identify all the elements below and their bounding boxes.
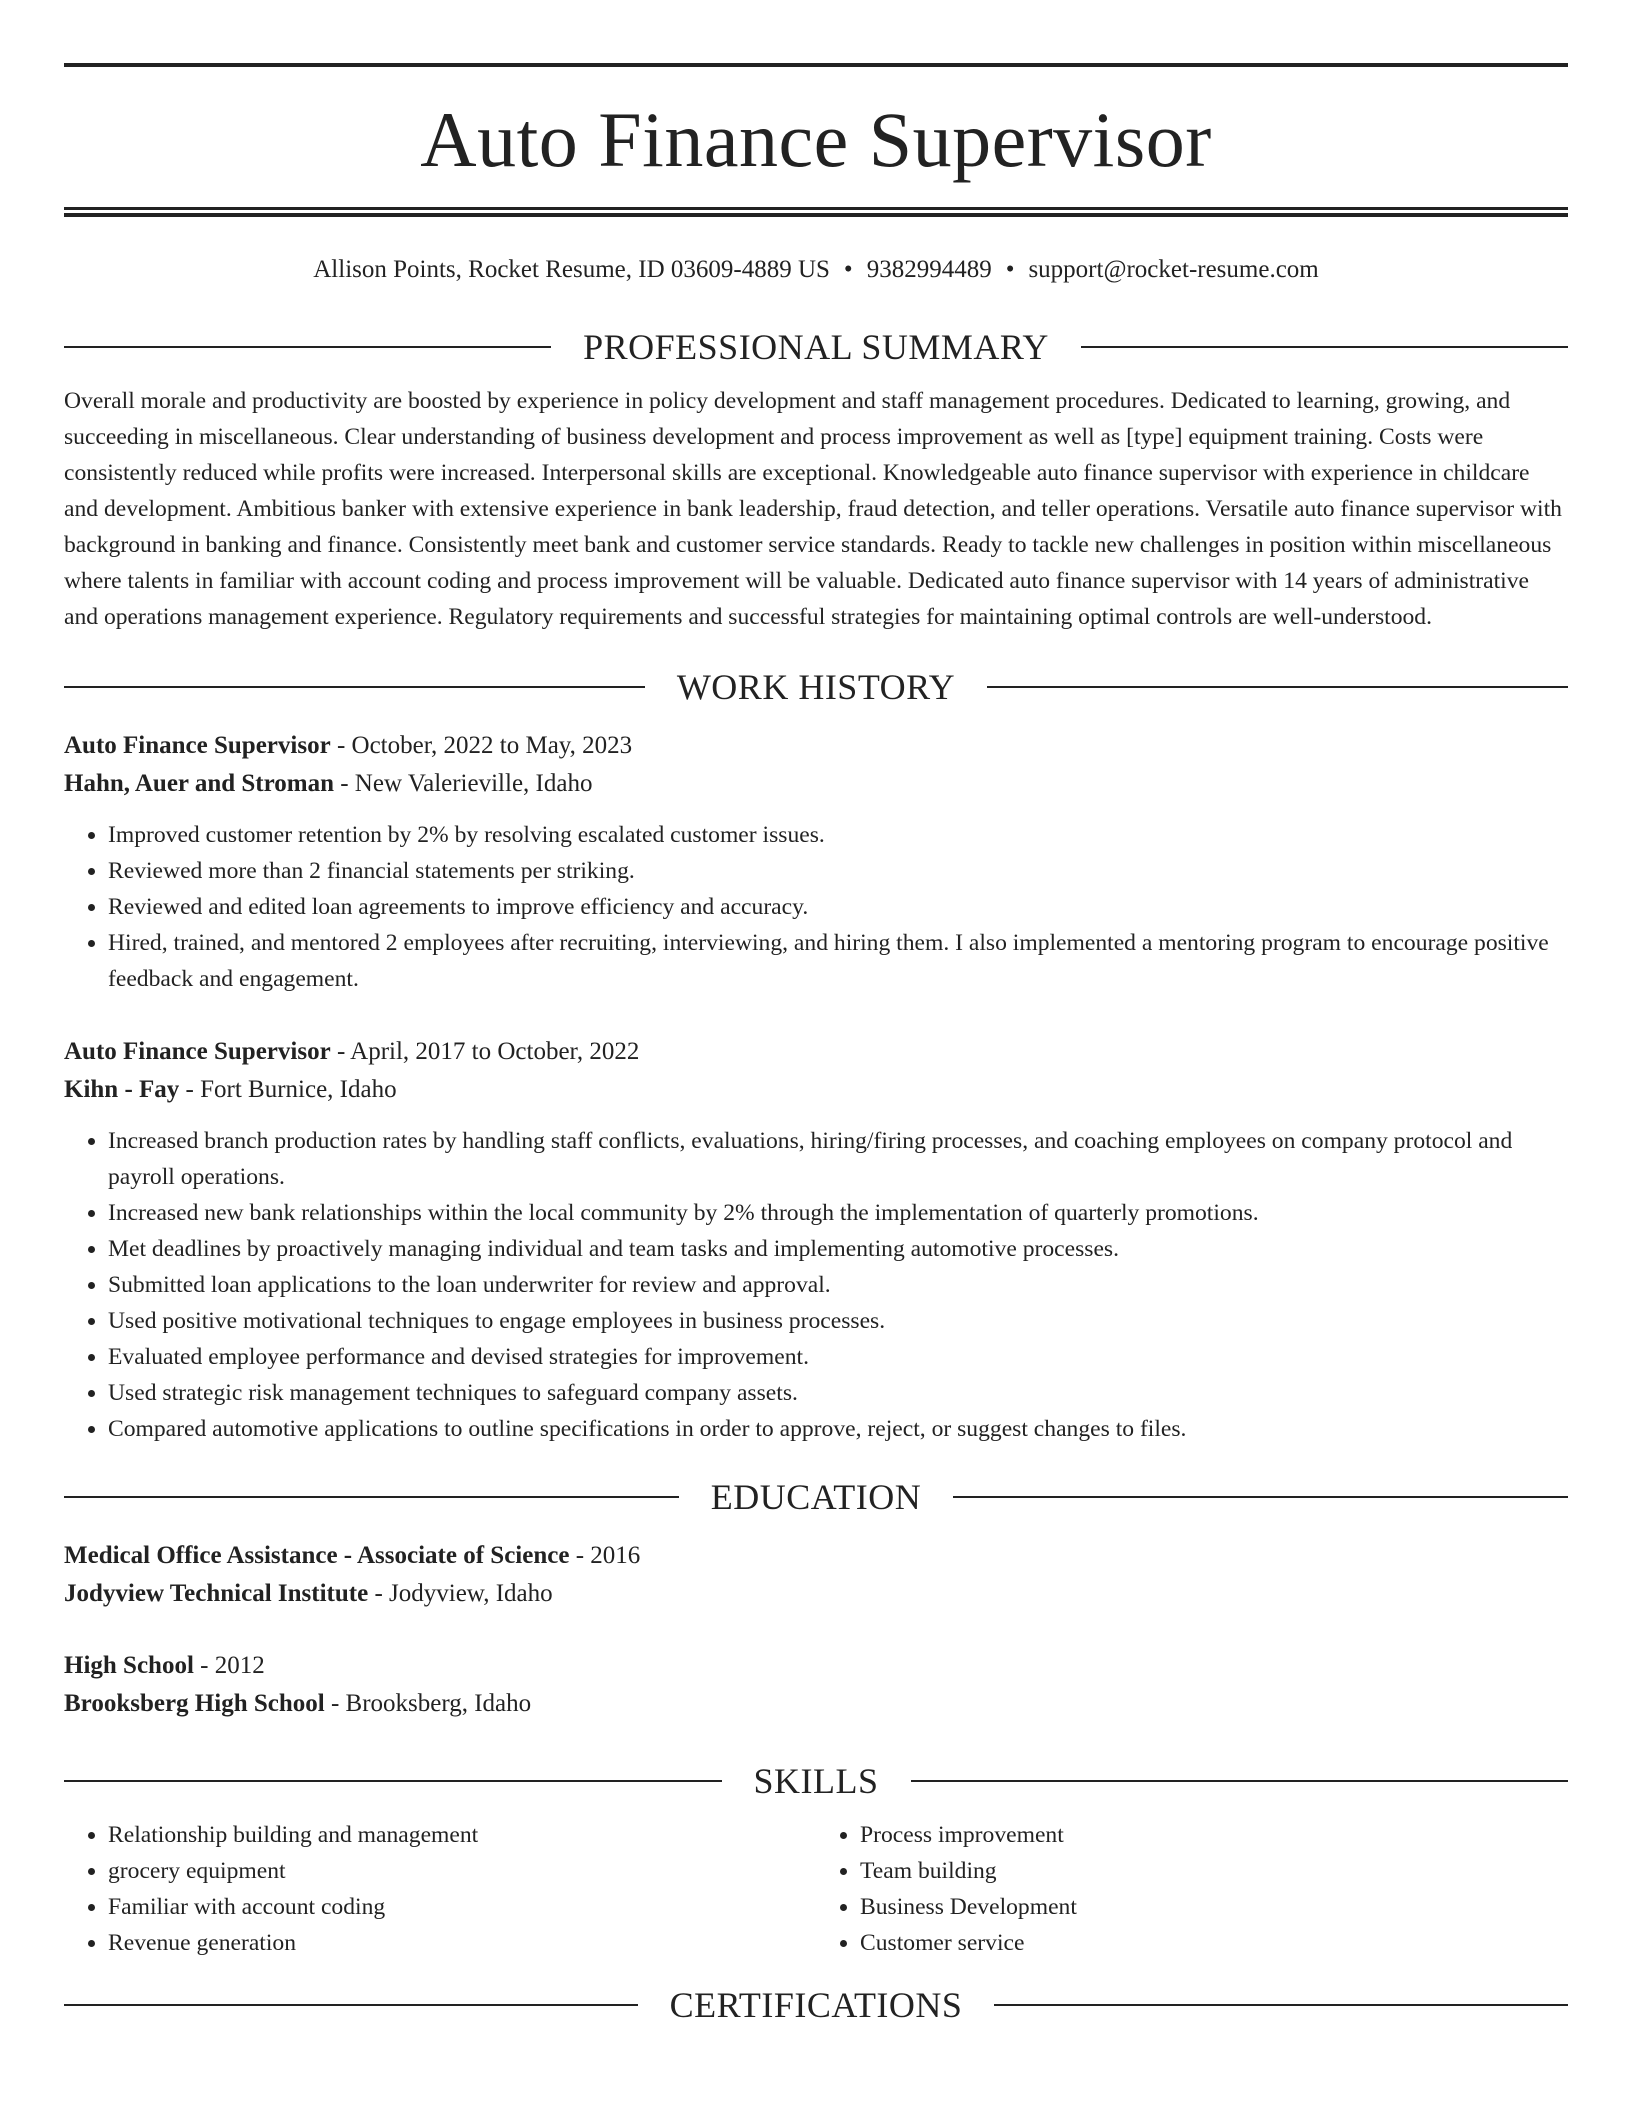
contact-separator: •	[843, 256, 853, 283]
contact-line	[64, 253, 1568, 287]
job-bullets	[64, 1123, 1568, 1447]
list-item: • Compared automotive applications to outline specifications in order to approve, reject, or suggest changes to files.	[108, 1411, 1568, 1447]
education-school-line	[64, 1575, 1568, 1613]
job-location: - New Valerieville, Idaho	[333, 770, 593, 797]
job-company-line	[64, 765, 1568, 803]
list-item: • Improved customer retention by 2% by resolving escalated customer issues.	[108, 817, 1568, 853]
job-entry	[64, 1033, 1568, 1447]
job-dates: - April, 2017 to October, 2022	[330, 1038, 640, 1065]
section-divider	[987, 686, 1568, 688]
skills-column-right	[816, 1817, 1568, 1961]
section-header-summary	[64, 325, 1568, 369]
job-title: Auto Finance Supervisor	[64, 732, 331, 759]
section-divider	[911, 1780, 1569, 1782]
education-school-line	[64, 1685, 1568, 1723]
list-item: • Revenue generation	[108, 1925, 816, 1961]
resume-title: Auto Finance Supervisor	[420, 96, 1212, 183]
list-item: • grocery equipment	[108, 1853, 816, 1889]
list-item: • Increased new bank relationships within the local community by 2% through the implementation of quarterly promotions.	[108, 1195, 1568, 1231]
job-location: - Fort Burnice, Idaho	[179, 1076, 397, 1103]
section-divider	[994, 2004, 1568, 2006]
job-bullets	[64, 817, 1568, 997]
skills-column-left	[64, 1817, 816, 1961]
job-company: Hahn, Auer and Stroman	[64, 770, 334, 797]
education-year: - 2012	[193, 1652, 265, 1679]
resume-page	[64, 0, 1568, 2027]
contact-email: support@rocket-resume.com	[1028, 256, 1319, 283]
list-item: • Familiar with account coding	[108, 1889, 816, 1925]
list-item: • Used strategic risk management techniques to safeguard company assets.	[108, 1375, 1568, 1411]
contact-address: Allison Points, Rocket Resume, ID 03609-4889 US	[313, 256, 830, 283]
section-divider	[64, 1496, 679, 1498]
education-entry	[64, 1647, 1568, 1723]
education-location: - Brooksberg, Idaho	[324, 1690, 532, 1717]
list-item: • Customer service	[860, 1925, 1568, 1961]
summary-text: Overall morale and productivity are boosted by experience in policy development and staff management procedures. Dedicated to learning, growing, and succeeding in miscellaneous. Clear understanding of business development and process improvement as well as [type] equipment training. Costs were consistently reduced while profits were increased. Interpersonal skills are exceptional. Knowledgeable auto finance supervisor with experience in childcare and development. Ambitious banker with extensive experience in bank leadership, fraud detection, and teller operations. Versatile auto finance supervisor with background in banking and finance. Consistently meet bank and customer service standards. Ready to tackle new challenges in position within miscellaneous where talents in familiar with account coding and process improvement will be valuable. Dedicated auto finance supervisor with 14 years of administrative and operations management experience. Regulatory requirements and successful strategies for maintaining optimal controls are well-understood.	[64, 388, 1562, 630]
list-item: • Relationship building and management	[108, 1817, 816, 1853]
education-degree-line	[64, 1647, 1568, 1685]
section-divider	[1081, 346, 1568, 348]
section-title-summary: PROFESSIONAL SUMMARY	[583, 327, 1049, 367]
education-entry	[64, 1537, 1568, 1613]
job-title: Auto Finance Supervisor	[64, 1038, 331, 1065]
section-divider	[64, 1780, 722, 1782]
skills-grid	[64, 1817, 1568, 1961]
section-title-work: WORK HISTORY	[676, 667, 956, 707]
list-item: • Reviewed more than 2 financial statements per striking.	[108, 853, 1568, 889]
list-item: • Process improvement	[860, 1817, 1568, 1853]
section-header-education	[64, 1475, 1568, 1519]
education-school: Brooksberg High School	[64, 1690, 325, 1717]
list-item: • Increased branch production rates by handling staff conflicts, evaluations, hiring/firing processes, and coaching employees on company protocol and payroll operations.	[108, 1123, 1568, 1195]
section-title-skills: SKILLS	[753, 1761, 879, 1801]
section-title-certifications: CERTIFICATIONS	[669, 1985, 963, 2025]
education-location: - Jodyview, Idaho	[368, 1580, 553, 1607]
job-dates: - October, 2022 to May, 2023	[330, 732, 633, 759]
contact-phone: 9382994489	[866, 256, 992, 283]
section-title-education: EDUCATION	[710, 1477, 922, 1517]
section-divider	[953, 1496, 1568, 1498]
section-header-work	[64, 665, 1568, 709]
section-header-skills	[64, 1759, 1568, 1803]
contact-separator: •	[1005, 256, 1015, 283]
section-header-certifications	[64, 1983, 1568, 2027]
education-year: - 2016	[569, 1542, 641, 1569]
job-title-line	[64, 727, 1568, 765]
education-school: Jodyview Technical Institute	[64, 1580, 369, 1607]
section-divider	[64, 2004, 638, 2006]
list-item: • Reviewed and edited loan agreements to improve efficiency and accuracy.	[108, 889, 1568, 925]
header-double-rule	[64, 207, 1568, 217]
list-item: • Hired, trained, and mentored 2 employees after recruiting, interviewing, and hiring them. I also implemented a mentoring program to encourage positive feedback and engagement.	[108, 925, 1568, 997]
list-item: • Business Development	[860, 1889, 1568, 1925]
job-company-line	[64, 1071, 1568, 1109]
list-item: • Submitted loan applications to the loan underwriter for review and approval.	[108, 1267, 1568, 1303]
education-degree: High School	[64, 1652, 194, 1679]
education-degree: Medical Office Assistance - Associate of Science	[64, 1542, 570, 1569]
job-entry	[64, 727, 1568, 997]
list-item: • Evaluated employee performance and devised strategies for improvement.	[108, 1339, 1568, 1375]
section-divider	[64, 346, 551, 348]
job-title-line	[64, 1033, 1568, 1071]
list-item: • Used positive motivational techniques to engage employees in business processes.	[108, 1303, 1568, 1339]
job-company: Kihn - Fay	[64, 1076, 180, 1103]
section-divider	[64, 686, 645, 688]
list-item: • Team building	[860, 1853, 1568, 1889]
education-degree-line	[64, 1537, 1568, 1575]
list-item: • Met deadlines by proactively managing individual and team tasks and implementing automotive processes.	[108, 1231, 1568, 1267]
